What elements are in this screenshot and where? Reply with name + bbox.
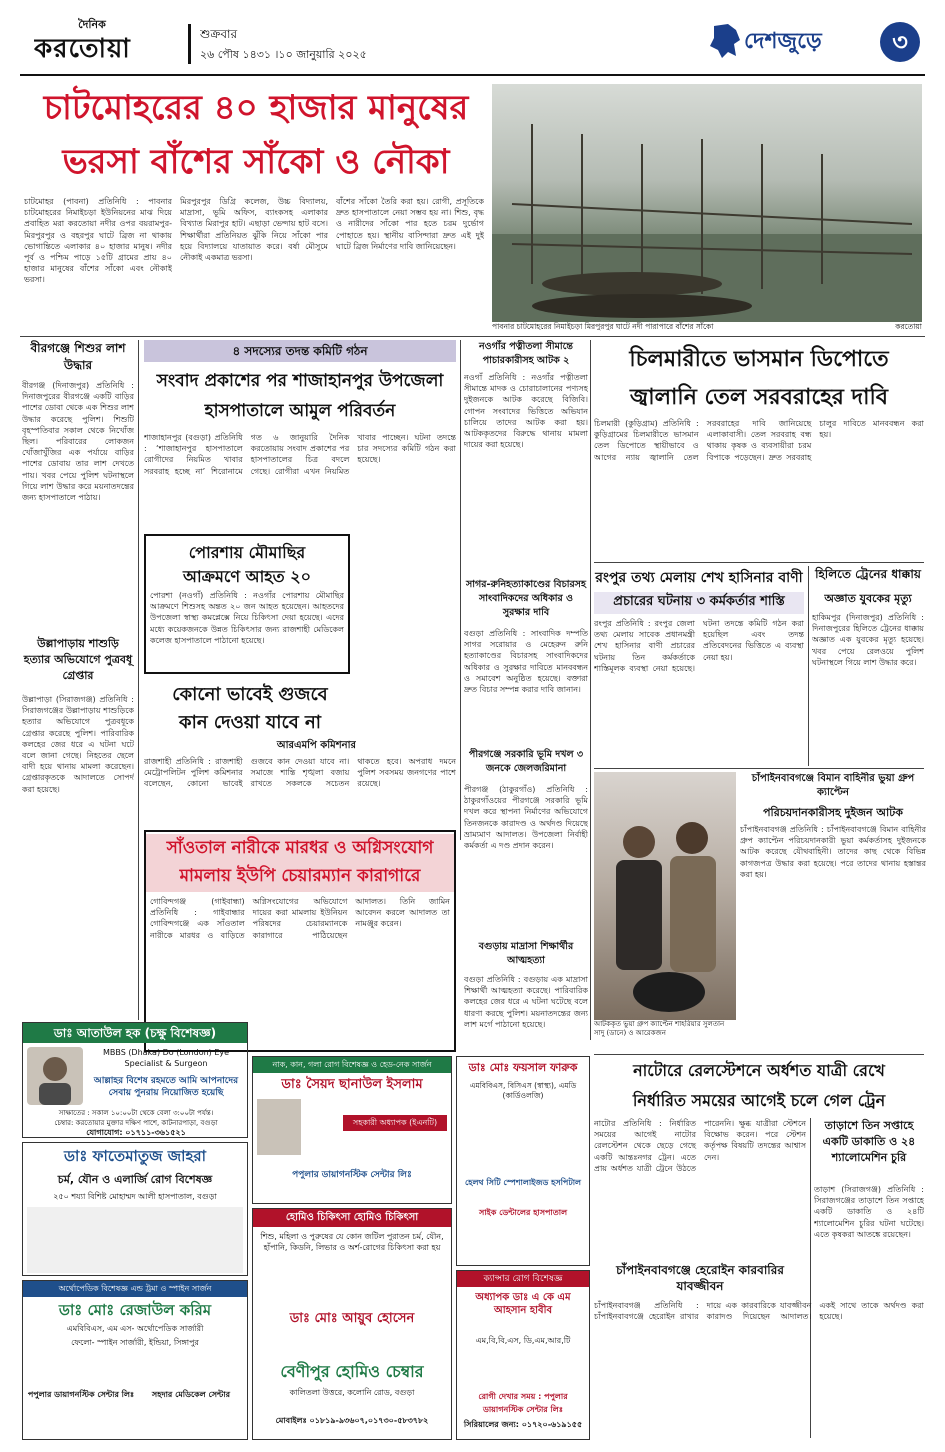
ad-homeo-phone: মোবাইলঃ ০১৮১৯-৯৩৬০৭,০১৭৩০-৫৮৩৭৮২ [275, 1416, 429, 1425]
chilmari-headline-line2: জ্বালানি তেল সরবরাহের দাবি [630, 385, 888, 410]
santal-body: গোবিন্দগঞ্জ (গাইবান্ধা) প্রতিনিধি : গাইবান্ধার গোবিন্দগঞ্জে এক সাঁওতাল নারীকে মারধর ও বাড়িতে অগ্নিসংযোগের অভিযোগে দায়ের করা মামলায় ইউনিয়ন পরিষদের চেয়ারম্যানকে কারাগারে পাঠিয়েছেন আদালত। তিনি জামিন আবেদন করলে আদালত তা নামঞ্জুর করেন। [150, 897, 450, 940]
section-title: দেশজুড়ে [744, 29, 822, 54]
ad-ent-saidul [252, 1056, 452, 1204]
ad-cancer-name: অধ্যাপক ডাঃ এ কে এম আহসান হাবীব [475, 1292, 571, 1316]
divider [594, 562, 924, 563]
bees-body: পোরশা (নওগাঁ) প্রতিনিধি : নওগাঁর পোরশায় মৌমাছির আক্রমণে শিশুসহ অন্তত ২০ জন আহত হয়েছেন। আহতদের উপজেলা স্বাস্থ্য কমপ্লেক্সে নিয়ে চিকিৎসা দেয়া হয়েছে। এদের মধ্যে কয়েকজনকে উন্নত চিকিৎসার জন্য রাজশাহী মেডিকেল কলেজ হাসপাতালে পাঠানো হয়েছে। [150, 591, 344, 645]
ad-fatema-title: চর্ম, যৌন ও এলার্জি রোগ বিশেষজ্ঞ [57, 1173, 213, 1186]
divider [20, 336, 925, 337]
divider [594, 1054, 924, 1055]
natore-headline-line1: নাটোরে রেলস্টেশনে অর্ধশত যাত্রী রেখে [633, 1061, 885, 1080]
divider [460, 340, 461, 840]
ad-rezaul-center1: পপুলার ডায়াগনস্টিক সেন্টার লিঃ [27, 1390, 135, 1399]
ad-ataul-phone: যোগাযোগ: ০১৭১১-৩৬১৫২১ [86, 1128, 186, 1137]
divider [138, 340, 139, 1020]
divider [808, 566, 809, 766]
ad-cancer-degree: এম,বি,বি,এস, ডি,এম,আর,টি [475, 1336, 571, 1345]
bees-headline-line1: পোরশায় মৌমাছির [188, 543, 306, 562]
hili-subheadline: অজ্ঞাত যুবকের মৃত্যু [824, 592, 912, 605]
bangladesh-map-icon [706, 22, 744, 60]
heroin-headline: চাঁপাইনবাবগঞ্জে হেরোইন কারবারির যাবজ্জীবন [616, 1263, 784, 1293]
ad-saidul-rank: সহকারী অধ্যাপক (ইএনটি) [343, 1115, 447, 1131]
rangpur-subheadline: প্রচারের ঘটনায় ৩ কর্মকর্তার শাস্তি [594, 592, 804, 614]
ad-fatema-zahra [22, 1142, 248, 1276]
ad-cancer [456, 1270, 590, 1440]
ad-homeo-chamber: বেণীপুর হোমিও চেম্বার [280, 1362, 424, 1381]
ad-homeo-desc: শিশু, মহিলা ও পুরুষের যে কোন জটিল পুরাতন চর্ম, যৌন, হাঁপানি, কিডনি, লিভার ও অর্শ-রোগের চিকিৎসা করা হয় [260, 1232, 444, 1252]
ullapara-body: উল্লাপাড়া (সিরাজগঞ্জ) প্রতিনিধি : সিরাজগঞ্জের উল্লাপাড়ায় শাশুড়িকে হত্যার অভিযোগে পুত্রবধূকে গ্রেপ্তার করেছে পুলিশ। পারিবারিক কলহের জের ধরে এ ঘটনা ঘটে বলে জানা গেছে। নিহতের ছেলে বাদী হয়ে থানায় মামলা করেছেন। গ্রেপ্তারকৃতকে আদালতে সোপর্দ করা হয়েছে। [22, 695, 134, 794]
ad-cancer-center: রোগী দেখার সময় : পপুলার ডায়াগনস্টিক সেন্টার লিঃ [478, 1392, 568, 1414]
masthead-divider [188, 24, 191, 64]
ad-faisal-center2: সাইক ডেন্টালের হাসপাতাল [478, 1208, 568, 1217]
ad-ataul-name: ডাঃ আতাউল হক (চক্ষু বিশেষজ্ঞ) [23, 1023, 247, 1043]
masthead-date: ২৬ পৌষ ১৪৩১ ।১০ জানুয়ারি ২০২৫ [200, 48, 367, 61]
ad-rezaul-degree: এমবিবিএস, এম এস- অর্থোপেডিক সার্জারী [66, 1324, 204, 1333]
ad-ataul-place: চেম্বার: করতোয়ার মুক্তার দক্ষিণ পাশে, কাটনারপাড়া, বগুড়া [54, 1119, 218, 1127]
pirganj-body: পীরগঞ্জ (ঠাকুরগাঁও) প্রতিনিধি : ঠাকুরগাঁওয়ের পীরগঞ্জে সরকারি ভূমি দখল করে স্থাপনা নির্মাণের অভিযোগে তিনজনকে কারাদণ্ড ও অর্থদণ্ড দিয়েছে ভ্রাম্যমাণ আদালত। উপজেলা নির্বাহী কর্মকর্তা এ দণ্ড প্রদান করেন। [464, 785, 588, 851]
chilmari-headline-line1: চিলমারীতে ভাসমান ডিপোতে [629, 347, 889, 372]
avatar [257, 1099, 301, 1155]
hili-body: হাকিমপুর (দিনাজপুর) প্রতিনিধি : দিনাজপুরের হিলিতে ট্রেনের ধাক্কায় অজ্ঞাত এক যুবকের মৃত্যু হয়েছে। খবর পেয়ে রেলওয়ে পুলিশ ঘটনাস্থলে গিয়ে লাশ উদ্ধার করে। [812, 613, 924, 667]
ad-rezaul-name: ডাঃ মোঃ রেজাউল করিম [58, 1301, 212, 1319]
lead-headline-line2: ভরসা বাঁশের সাঁকো ও নৌকা [62, 142, 450, 182]
divider [590, 340, 591, 1040]
ad-homeo-top: হোমিও চিকিৎসা হোমিও চিকিৎসা [253, 1209, 451, 1227]
natore-headline-line2: নির্ধারিত সময়ের আগেই চলে গেল ট্রেন [632, 1091, 886, 1110]
masthead-logo-small: দৈনিক [78, 18, 106, 30]
hospital-body: শাজাহানপুর (বগুড়া) প্রতিনিধি : ‘শাজাহানপুর হাসপাতালে রোগীদের নিয়মিত খাবার সরবরাহ হচ্ছে না’ শিরোনামে গত ৬ জানুয়ারি দৈনিক করতোয়ায় সংবাদ প্রকাশের পর হাসপাতালের চিত্র বদলে গেছে। রোগীরা এখন নিয়মিত খাবার পাচ্ছেন। ঘটনা তদন্তে চার সদস্যের কমিটি গঠন করা হয়েছে। [144, 433, 456, 476]
tarash-headline: তাড়াশে তিন সপ্তাহে একটি ডাকাতি ও ২৪ শ্যালোমেশিন চুরি [822, 1119, 916, 1164]
natore-body: নাটোর প্রতিনিধি : নির্ধারিত সময়ের আগেই নাটোর রেলস্টেশন থেকে ছেড়ে গেছে একটি আন্তঃনগর ট্রেন। এতে প্রায় অর্ধশত যাত্রী ট্রেনে উঠতে পারেননি। ক্ষুব্ধ যাত্রীরা স্টেশনে বিক্ষোভ করেন। পরে স্টেশন কর্তৃপক্ষ বিষয়টি তদন্তের আশ্বাস দেন। [594, 1119, 806, 1173]
bimaan-photo-suspects [594, 772, 736, 1020]
ad-saidul-name: ডাঃ সৈয়দ ছানাউল ইসলাম [281, 1077, 423, 1092]
madrasa-body: বগুড়া প্রতিনিধি : বগুড়ায় এক মাদ্রাসা শিক্ষার্থী আত্মহত্যা করেছে। পারিবারিক কলহের জের ধরে এ ঘটনা ঘটেছে বলে ধারণা করছে পুলিশ। ময়নাতদন্তের জন্য লাশ মর্গে পাঠানো হয়েছে। [464, 975, 588, 1029]
probe-banner: ৪ সদস্যের তদন্ত কমিটি গঠন [144, 340, 456, 362]
rumor-body: রাজশাহী প্রতিনিধি : রাজশাহী মেট্রোপলিটন পুলিশ কমিশনার বলেছেন, কোনো ভাবেই গুজবে কান দেওয়া যাবে না। সমাজে শান্তি শৃঙ্খলা বজায় রাখতে সকলকে সচেতন থাকতে হবে। অপরাধ দমনে পুলিশ সবসময় জনগণের পাশে রয়েছে। [144, 757, 456, 789]
naogaon-body: নওগাঁ প্রতিনিধি : নওগাঁর পত্নীতলা সীমান্তে মাদক ও চোরাচালানের পণ্যসহ দুইজনকে আটক করেছে বিজিবি। গোপন সংবাদের ভিত্তিতে অভিযান চালিয়ে তাদের আটক করা হয়। আটককৃতদের বিরুদ্ধে থানায় মামলা দায়ের করা হয়েছে। [464, 373, 588, 450]
lead-photo-credit: করতোয়া [895, 322, 922, 331]
lead-headline-line1: চাটমোহরের ৪০ হাজার মানুষের [43, 88, 469, 128]
hili-headline: হিলিতে ট্রেনের ধাক্কায় [815, 567, 921, 581]
rangpur-headline: রংপুর তথ্য মেলায় শেখ হাসিনার বাণী [595, 570, 803, 586]
ad-ataul-time: সাক্ষাতের : সকাল ১০:০০টা থেকে বেলা ৩:০০টা পর্যন্ত। [58, 1109, 214, 1117]
ad-cancer-top: ক্যান্সার রোগ বিশেষজ্ঞ [457, 1271, 589, 1287]
pirganj-headline: পীরগঞ্জে সরকারি ভূমি দখল ৩ জনকে জেলজরিমানা [468, 749, 584, 774]
santal-headline: সাঁওতাল নারীকে মারধর ও অগ্নিসংযোগ মামলায় ইউপি চেয়ারম্যান কারাগারে [146, 834, 454, 892]
masthead-day: শুক্রবার [200, 27, 238, 41]
ullapara-headline: উল্লাপাড়ায় শাশুড়ি হত্যার অভিযোগে পুত্রবধূ গ্রেপ্তার [23, 637, 133, 682]
ad-ataul-line: আল্লাহর বিশেষ রহমতে আমি আপনাদের সেবায় পুনরায় নিয়োজিত হয়েছি [93, 1076, 239, 1098]
ad-saidul-center: পপুলার ডায়াগনস্টিক সেন্টার লিঃ [292, 1170, 412, 1180]
masthead-rule [20, 74, 925, 76]
ad-faisal-name: ডাঃ মোঃ ফয়সাল ফারুক [468, 1061, 578, 1074]
lead-photo-bamboo-bridge [492, 84, 922, 322]
ad-homeo [252, 1208, 452, 1440]
lead-body-col3: বাঁশের সাঁকো তৈরি করা হয়। রোগী, প্রসূতিকে দ্রুত হাসপাতালে নেয়া সম্ভব হয় না। শিশু, বৃদ্ধ ও নারীদের সাঁকো পার হতে চরম দুর্ভোগ পোহাতে হয়। স্থানীয় বাসিন্দারা দ্রুত এই দুই ঘাটে ব্রিজ নির্মাণের দাবি জানিয়েছেন। [336, 197, 484, 251]
sagar-headline: সাগর-রুনিহত্যাকাণ্ডের বিচারসহ সাংবাদিকদের অধিকার ও সুরক্ষার দাবি [466, 579, 586, 618]
tarash-body: তাড়াশ (সিরাজগঞ্জ) প্রতিনিধি : সিরাজগঞ্জের তাড়াশে তিন সপ্তাহে একটি ডাকাতি ও ২৪টি শ্যালোমেশিন চুরির ঘটনা ঘটেছে। এতে কৃষকরা আতঙ্কে রয়েছেন। [814, 1185, 924, 1239]
ad-ayub-name: ডাঃ মোঃ আয়ুব হোসেন [289, 1311, 415, 1326]
naogaon-headline: নওগাঁর পত্নীতলা সীমান্তে পাচারকারীসহ আটক ২ [479, 341, 573, 366]
rumor-byline: আরএমপি কমিশনার [276, 740, 356, 751]
rumor-headline-line1: কোনো ভাবেই গুজবে [172, 684, 328, 705]
ad-rezaul-karim [22, 1280, 248, 1440]
rumor-headline-line2: কান দেওয়া যাবে না [179, 712, 321, 733]
ad-faisal-degree: এমবিবিএস, বিসিএস (স্বাস্থ্য), এমডি (কার্ডিওলজি) [469, 1081, 577, 1100]
lead-body-col1: চাটমোহর (পাবনা) প্রতিনিধি : পাবনার চাটমোহরের নিমাইচড়া ইউনিয়নের মাঝ দিয়ে প্রবাহিত মরা করতোয়া নদীর ওপর বয়রামপুর-মিরপুরপুর ও বহরপুর ঘাটে ব্রিজ না থাকায় ভোগান্তিতে এলাকার ৪০ হাজার মানুষ। নদীর পূর্ব ও পশ্চিম পাড়ে ১৫টি গ্রামের প্রায় ৪০ হাজার মানুষের বাঁশের সাঁকো এবং নৌকাই ভরসা। [24, 197, 172, 285]
sagar-body: বগুড়া প্রতিনিধি : সাংবাদিক দম্পতি সাগর সরোয়ার ও মেহেরুন রুনি হত্যাকাণ্ডের বিচারসহ সাংবাদিকদের অধিকার ও সুরক্ষার দাবিতে মানববন্ধন ও সমাবেশ অনুষ্ঠিত হয়েছে। বক্তারা দ্রুত বিচার সম্পন্ন করার দাবি জানান। [464, 629, 588, 695]
bees-headline-line2: আক্রমণে আহত ২০ [182, 567, 312, 586]
ad-fatema-details [27, 1207, 243, 1273]
ad-faisal-center1: হেলথ সিটি স্পেশালাইজড হসপিটাল [465, 1178, 581, 1187]
madrasa-headline: বগুড়ায় মাদ্রাসা শিক্ষার্থীর আত্মহত্যা [478, 941, 574, 966]
ad-homeo-addr: কালিতলা উত্তরে, কলোনি রোড, বগুড়া [289, 1388, 415, 1397]
page-number: ৩ [880, 22, 920, 62]
ad-rezaul-center2: সহদার মেডিকেল সেন্টার [151, 1390, 231, 1399]
lead-body-col2: মিরপুরপুর ডিগ্রি কলেজ, উচ্চ বিদ্যালয়, মাদ্রাসা, ভূমি অফিস, ব্যাংকসহ এলাকার বিখ্যাত মিরাপুর হাট। এছাড়া ভেন্দায় হাট বসে। শিক্ষার্থীরা প্রতিনিয়ত ঝুঁকি নিয়ে সাঁকো পার হয়ে বিদ্যালয়ে যাতায়াত করে। বর্ষা মৌসুমে নৌকাই একমাত্র ভরসা। [180, 197, 328, 263]
chilmari-body: চিলমারী (কুড়িগ্রাম) প্রতিনিধি : কুড়িগ্রামের চিলমারীতে ভাসমান তেল ডিপোতে স্থায়ীভাবে ও আগের ন্যায় জ্বালানি তেল সরবরাহের দাবি জানিয়েছে এলাকাবাসী। তেল সরবরাহ বন্ধ থাকায় কৃষক ও ব্যবসায়ীরা চরম বিপাকে পড়েছেন। দ্রুত সরবরাহ চালুর দাবিতে মানববন্ধন করা হয়। [594, 419, 924, 462]
ad-ent-top: নাক, কান, গলা রোগ বিশেষজ্ঞ ও হেড-নেক সার্জন [253, 1057, 451, 1073]
ad-rezaul-top: অর্থোপেডিক বিশেষজ্ঞ এন্ড ট্রমা ও স্পাইন সার্জন [23, 1281, 247, 1297]
hospital-body-continued [356, 534, 456, 674]
bimaan-headline: চাঁপাইনবাবগঞ্জে বিমান বাহিনীর ভুয়া গ্রুপ ক্যাপ্টেন [751, 773, 915, 798]
hospital-headline: সংবাদ প্রকাশের পর শাজাহানপুর উপজেলা হাসপাতালে আমুল পরিবর্তন [156, 371, 444, 421]
avatar [27, 1047, 83, 1105]
ad-ataul-degree: MBBS (Dhaka) Do (London) Eye Specialist & Surgeon [102, 1048, 230, 1068]
birganj-headline: বীরগঞ্জে শিশুর লাশ উদ্ধার [30, 341, 126, 372]
lead-photo-caption: পাবনার চাটমোহরের নিমাইচড়া মিরপুরপুর ঘাটে নদী পারাপারে বাঁশের সাঁকো [492, 322, 714, 331]
ad-ataul-hoque [22, 1022, 248, 1138]
masthead [0, 0, 945, 78]
ad-rezaul-train: ফেলো- স্পাইন সার্জারী, ইন্ডিয়া, সিঙ্গাপুর [71, 1338, 199, 1347]
santal-box [144, 830, 456, 1052]
birganj-body: বীরগঞ্জ (দিনাজপুর) প্রতিনিধি : দিনাজপুরের বীরগঞ্জে একটি বাড়ির পাশের ডোবা থেকে এক শিশুর লাশ উদ্ধার করেছে পুলিশ। শিশুটি বৃহস্পতিবার সকাল থেকে নিখোঁজ ছিল। পরিবারের লোকজন খোঁজাখুঁজির এক পর্যায়ে বাড়ির পাশের ডোবায় তার লাশ দেখতে পায়। খবর পেয়ে পুলিশ ঘটনাস্থলে গিয়ে লাশ উদ্ধার করে ময়নাতদন্তের জন্য হাসপাতালে পাঠায়। [22, 381, 134, 503]
bimaan-photo-caption: আটককৃত ভুয়া গ্রুপ ক্যাপ্টেন শাহরিয়ার সুলতান সাদু (ডানে) ও আরেকজন [594, 1020, 725, 1037]
divider [594, 768, 924, 769]
ad-cancer-phone: সিরিয়ালের জন্য: ০১৭২০-৬১৯১৫৫ [463, 1420, 583, 1429]
bees-box [144, 534, 350, 674]
bimaan-body: চাঁপাইনবাবগঞ্জ প্রতিনিধি : চাঁপাইনবাবগঞ্জে বিমান বাহিনীর গ্রুপ ক্যাপ্টেন পরিচয়দানকারী ভুয়া কর্মকর্তাসহ দুইজনকে আটক করেছে যৌথবাহিনী। তাদের কাছ থেকে বিভিন্ন কাগজপত্র উদ্ধার করা হয়েছে। পরে তাদের থানায় হস্তান্তর করা হয়। [740, 825, 926, 879]
ad-faisal-faruk [456, 1056, 590, 1266]
ad-fatema-hosp: ২৫০ শয্যা বিশিষ্ট মোহাম্মদ আলী হাসপাতাল, বগুড়া [53, 1192, 217, 1201]
bimaan-subheadline: পরিচয়দানকারীসহ দুইজন আটক [763, 806, 903, 819]
masthead-logo: করতোয়া [34, 34, 131, 62]
ad-fatema-name: ডাঃ ফাতেমাতুজ জাহরা [63, 1147, 207, 1165]
rangpur-body: রংপুর প্রতিনিধি : রংপুর জেলা তথ্য মেলায় সাবেক প্রধানমন্ত্রী শেখ হাসিনার বাণী প্রচারের ঘটনায় তিন কর্মকর্তাকে শাস্তিমূলক ব্যবস্থা নেয়া হয়েছে। ঘটনা তদন্তে কমিটি গঠন করা হয়েছিল এবং তদন্ত প্রতিবেদনের ভিত্তিতে এ ব্যবস্থা নেয়া হয়। [594, 619, 804, 673]
heroin-body: চাঁপাইনবাবগঞ্জ প্রতিনিধি : চাঁপাইনবাবগঞ্জে হেরোইন রাখার দায়ে এক কারবারিকে যাবজ্জীবন কারাদণ্ড দিয়েছেন আদালত। একই সাথে তাকে অর্থদণ্ড করা হয়েছে। [594, 1301, 924, 1322]
